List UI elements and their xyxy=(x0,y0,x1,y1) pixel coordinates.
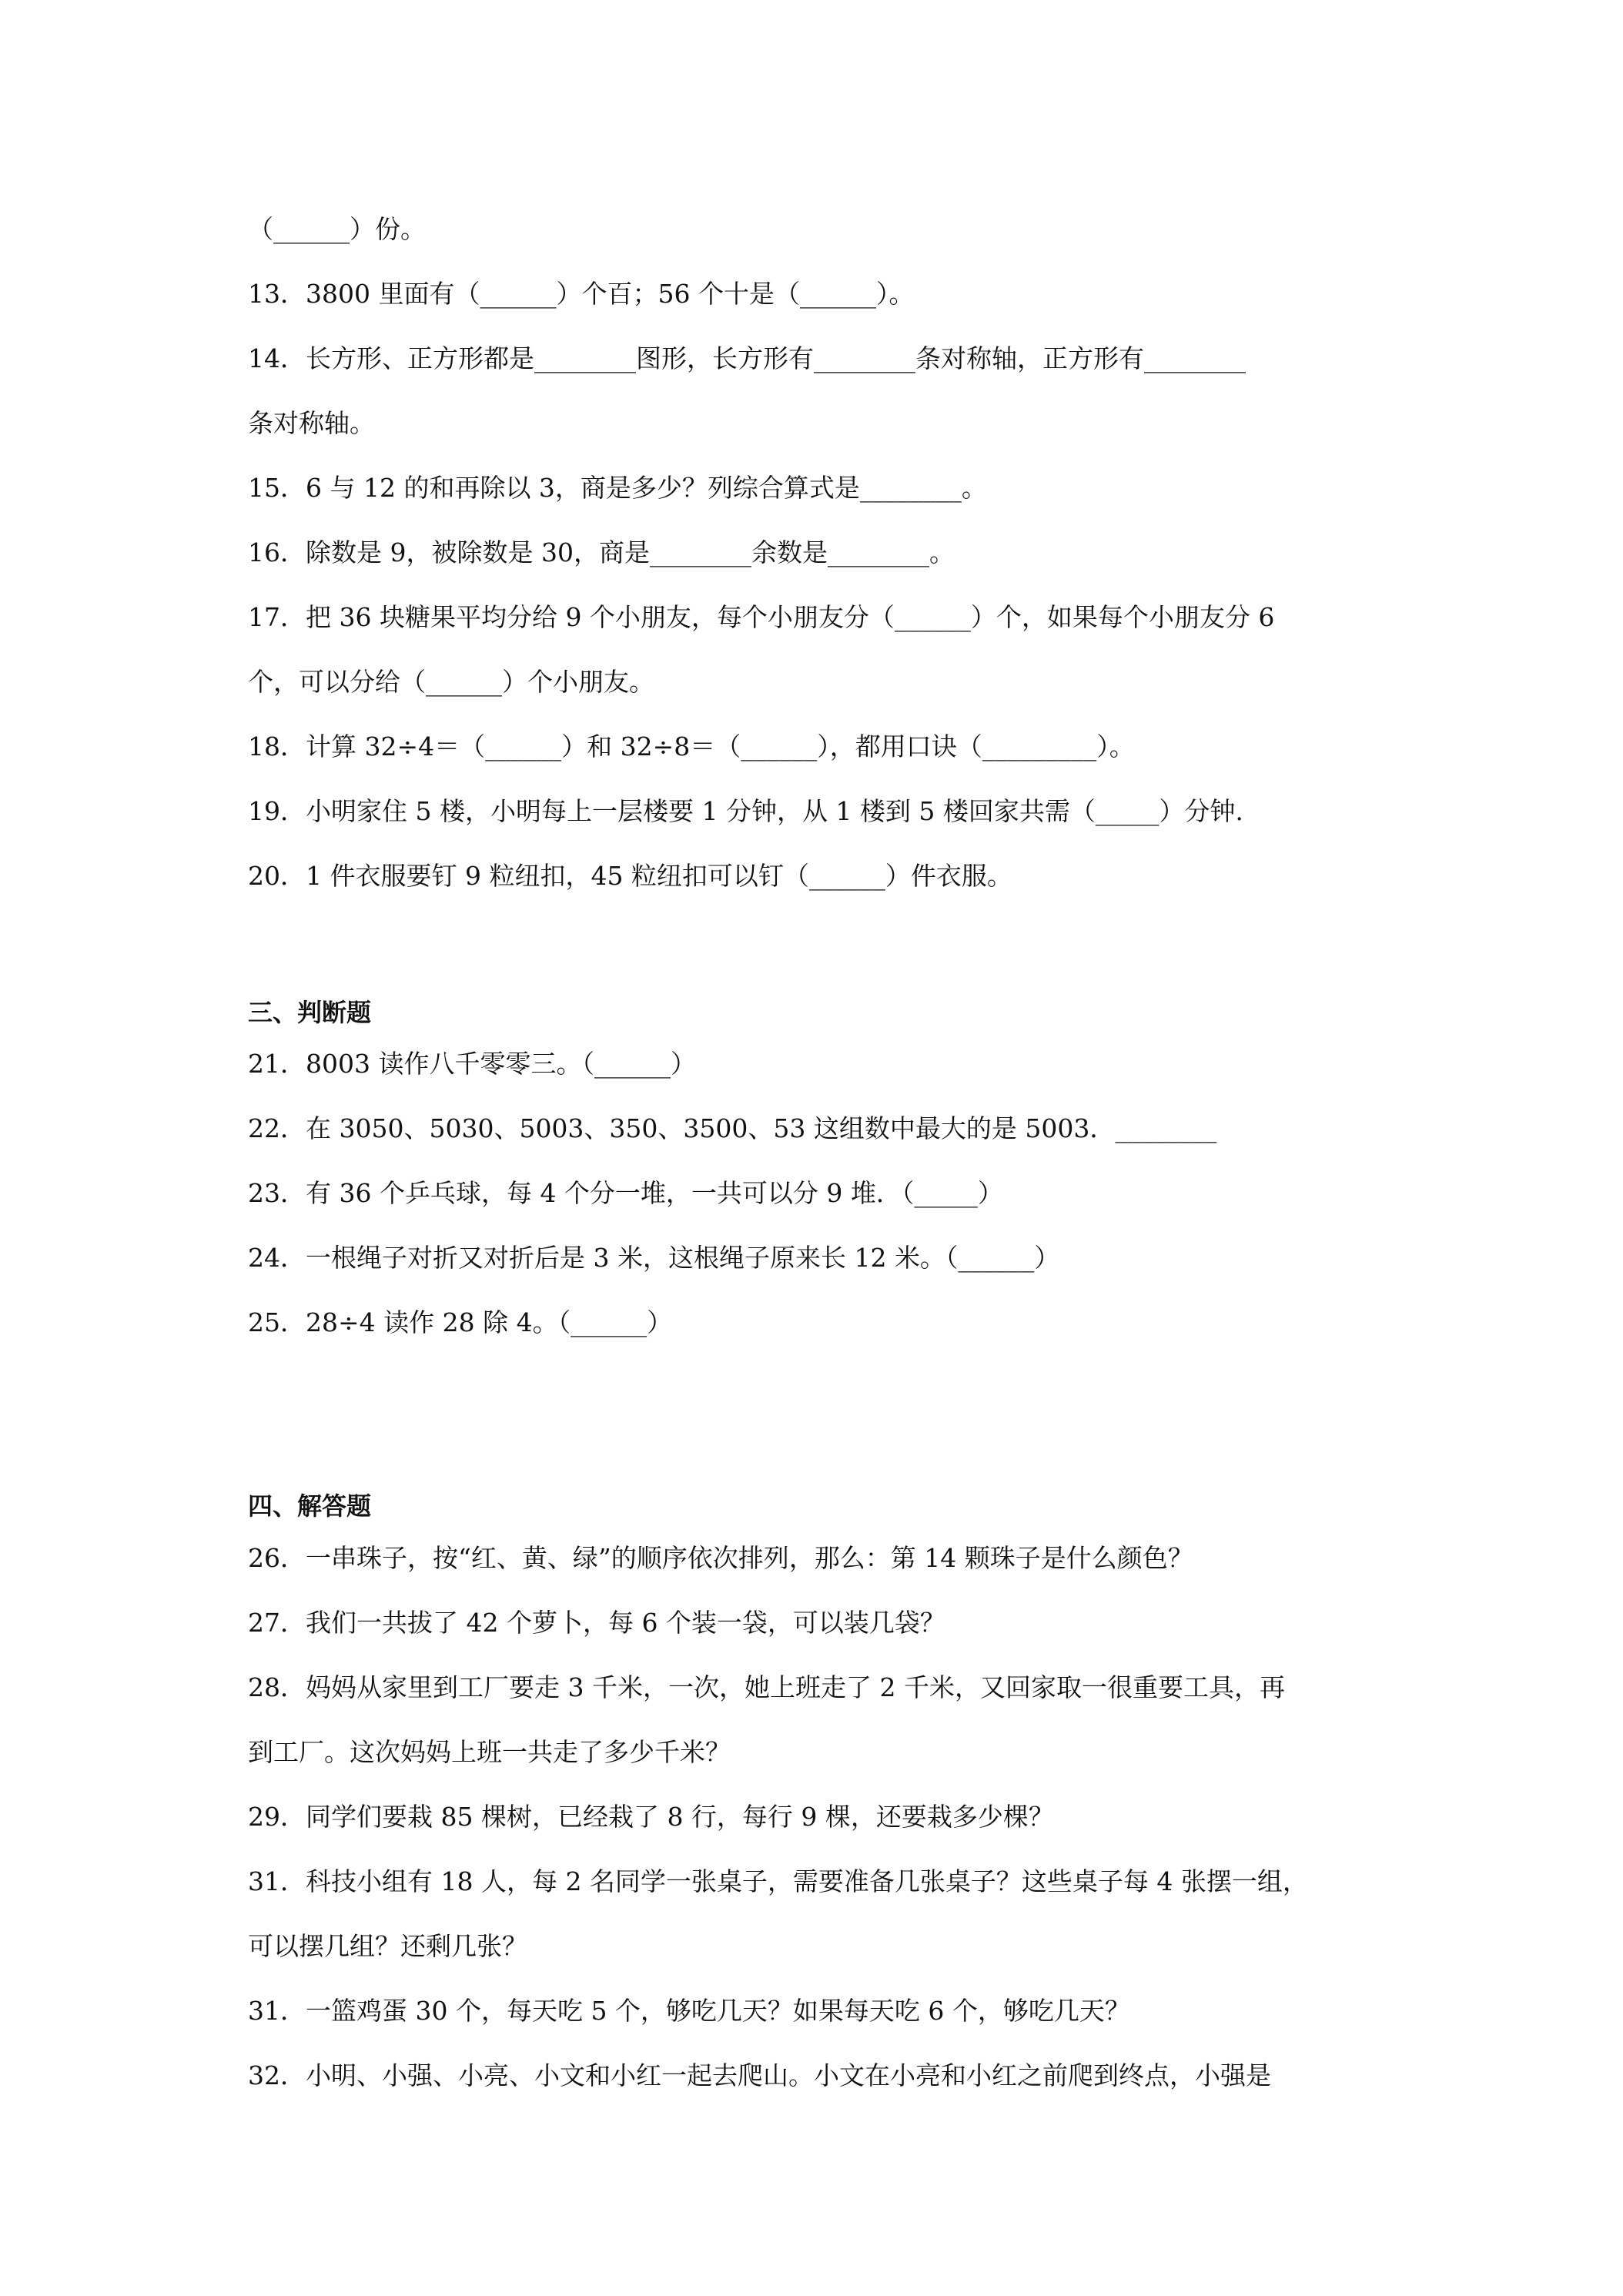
question-28-continuation: 到工厂。这次妈妈上班一共走了多少千米？ xyxy=(248,1737,731,1767)
question-14-continuation: 条对称轴。 xyxy=(248,408,375,438)
question-31a-continuation: 可以摆几组？还剩几张？ xyxy=(248,1931,527,1961)
question-12-continuation: （______）份。 xyxy=(248,214,426,244)
question-17: 17．把 36 块糖果平均分给 9 个小朋友，每个小朋友分（______）个，如果每个小朋友分 6 xyxy=(248,602,1275,632)
question-25: 25．28÷4 读作 28 除 4。（______） xyxy=(248,1307,673,1337)
question-20: 20．1 件衣服要钉 9 粒纽扣，45 粒纽扣可以钉（______）件衣服。 xyxy=(248,861,1012,891)
question-26: 26．一串珠子，按“红、黄、绿”的顺序依次排列，那么：第 14 颗珠子是什么颜色？ xyxy=(248,1543,1193,1573)
question-13: 13．3800 里面有（______）个百；56 个十是（______）。 xyxy=(248,279,915,309)
question-16: 16．除数是 9，被除数是 30，商是________余数是________。 xyxy=(248,537,955,567)
question-32: 32．小明、小强、小亮、小文和小红一起去爬山。小文在小亮和小红之前爬到终点，小强是 xyxy=(248,2060,1271,2090)
question-18: 18．计算 32÷4＝（______）和 32÷8＝（______），都用口诀（_________）。 xyxy=(248,731,1135,761)
question-24: 24．一根绳子对折又对折后是 3 米，这根绳子原来长 12 米。（______） xyxy=(248,1243,1060,1273)
question-14: 14．长方形、正方形都是________图形，长方形有________条对称轴，正方形有________ xyxy=(248,343,1246,373)
question-29: 29．同学们要栽 85 棵树，已经栽了 8 行，每行 9 棵，还要栽多少棵？ xyxy=(248,1802,1054,1832)
question-22: 22．在 3050、5030、5003、350、3500、53 这组数中最大的是 5003．________ xyxy=(248,1113,1217,1143)
question-17-continuation: 个，可以分给（______）个小朋友。 xyxy=(248,667,654,697)
question-19: 19．小明家住 5 楼，小明每上一层楼要 1 分钟，从 1 楼到 5 楼回家共需（_____）分钟. xyxy=(248,796,1243,826)
question-27: 27．我们一共拔了 42 个萝卜，每 6 个装一袋，可以装几袋？ xyxy=(248,1608,945,1638)
question-31a: 31．科技小组有 18 人，每 2 名同学一张桌子，需要准备几张桌子？这些桌子每 4 张摆一组， xyxy=(248,1866,1308,1896)
section-3-title: 三、判断题 xyxy=(248,998,372,1027)
question-15: 15．6 与 12 的和再除以 3，商是多少？列综合算式是________。 xyxy=(248,473,987,503)
question-28: 28．妈妈从家里到工厂要走 3 千米，一次，她上班走了 2 千米，又回家取一很重要工具，再 xyxy=(248,1672,1285,1702)
question-31b: 31．一篮鸡蛋 30 个，每天吃 5 个，够吃几天？如果每天吃 6 个，够吃几天？ xyxy=(248,1996,1130,2026)
question-21: 21．8003 读作八千零零三。（______） xyxy=(248,1049,696,1079)
question-23: 23．有 36 个乒乓球，每 4 个分一堆，一共可以分 9 堆．（_____） xyxy=(248,1178,1003,1208)
section-4-title: 四、解答题 xyxy=(248,1491,372,1521)
